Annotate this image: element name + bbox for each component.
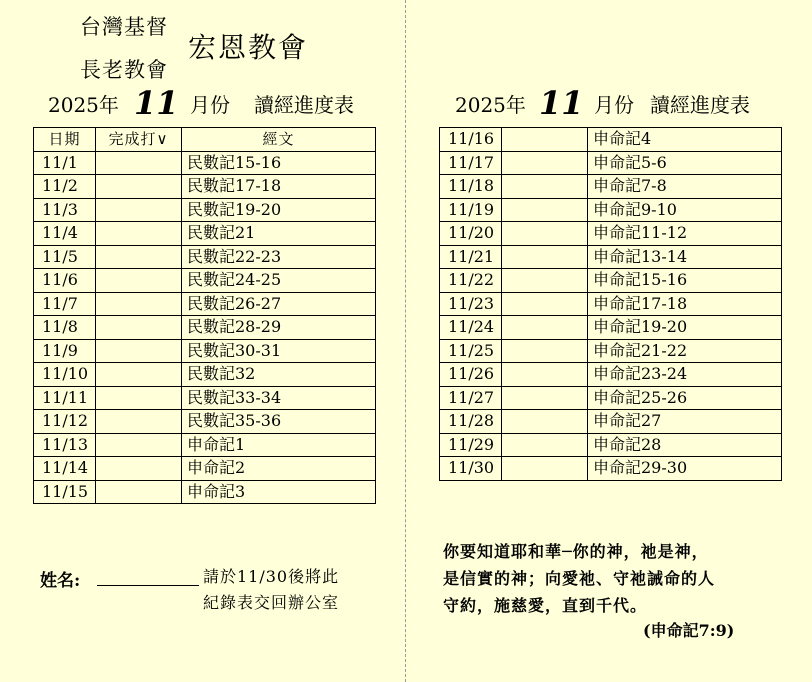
row-reading: 申命記4 (588, 128, 782, 152)
table-row (34, 363, 376, 387)
name-fill-line[interactable] (97, 585, 199, 586)
row-date: 11/25 (440, 339, 502, 363)
row-reading: 申命記11-12 (588, 222, 782, 246)
table-row (34, 339, 376, 363)
row-reading: 民數記19-20 (182, 198, 376, 222)
table-row (440, 175, 782, 199)
row-done-checkbox[interactable] (502, 457, 588, 481)
row-done-checkbox[interactable] (96, 292, 182, 316)
row-reading: 申命記1 (182, 433, 376, 457)
row-done-checkbox[interactable] (502, 386, 588, 410)
row-date: 11/24 (440, 316, 502, 340)
row-date: 11/7 (34, 292, 96, 316)
table-row (440, 198, 782, 222)
column-header-scripture: 經文 (182, 128, 376, 152)
row-done-checkbox[interactable] (502, 245, 588, 269)
verse-line-2: 是信實的神；向愛祂、守祂誡命的人 (443, 569, 716, 588)
row-done-checkbox[interactable] (96, 198, 182, 222)
row-done-checkbox[interactable] (96, 175, 182, 199)
row-date: 11/30 (440, 457, 502, 481)
row-done-checkbox[interactable] (502, 269, 588, 293)
schedule-title-text: 讀經進度表 (254, 93, 354, 117)
schedule-title-left (48, 84, 368, 122)
row-done-checkbox[interactable] (502, 433, 588, 457)
table-row (440, 339, 782, 363)
row-done-checkbox[interactable] (96, 151, 182, 175)
row-date: 11/3 (34, 198, 96, 222)
row-date: 11/15 (34, 480, 96, 504)
schedule-month-suffix: 月份 (190, 93, 230, 117)
row-reading: 申命記27 (588, 410, 782, 434)
row-date: 11/6 (34, 269, 96, 293)
row-date: 11/10 (34, 363, 96, 387)
row-reading: 申命記5-6 (588, 151, 782, 175)
row-date: 11/26 (440, 363, 502, 387)
row-reading: 申命記7-8 (588, 175, 782, 199)
row-reading: 民數記21 (182, 222, 376, 246)
row-done-checkbox[interactable] (502, 175, 588, 199)
table-row (34, 292, 376, 316)
row-reading: 申命記9-10 (588, 198, 782, 222)
table-row (440, 151, 782, 175)
verse-line-3: 守約，施慈愛，直到千代。 (443, 596, 648, 615)
row-done-checkbox[interactable] (96, 245, 182, 269)
schedule-year: 2025年 (48, 93, 119, 117)
row-reading: 民數記17-18 (182, 175, 376, 199)
row-done-checkbox[interactable] (96, 339, 182, 363)
row-reading: 民數記35-36 (182, 410, 376, 434)
row-done-checkbox[interactable] (96, 457, 182, 481)
row-reading: 民數記22-23 (182, 245, 376, 269)
reading-table-right (439, 127, 782, 481)
table-row (440, 316, 782, 340)
row-reading: 申命記29-30 (588, 457, 782, 481)
table-row (440, 269, 782, 293)
schedule-month: 11 (539, 84, 584, 122)
row-reading: 民數記26-27 (182, 292, 376, 316)
verse-line-1: 你要知道耶和華─你的神，祂是神， (443, 542, 709, 561)
row-date: 11/20 (440, 222, 502, 246)
row-reading: 申命記28 (588, 433, 782, 457)
row-done-checkbox[interactable] (96, 410, 182, 434)
row-reading: 申命記17-18 (588, 292, 782, 316)
table-row (34, 386, 376, 410)
schedule-title-text: 讀經進度表 (650, 93, 750, 117)
row-done-checkbox[interactable] (502, 128, 588, 152)
name-label: 姓名: (40, 571, 81, 591)
row-done-checkbox[interactable] (96, 433, 182, 457)
table-row (34, 175, 376, 199)
row-reading: 申命記3 (182, 480, 376, 504)
return-instruction-line-2: 紀錄表交回辦公室 (203, 593, 340, 612)
row-date: 11/11 (34, 386, 96, 410)
row-done-checkbox[interactable] (502, 222, 588, 246)
row-reading: 民數記24-25 (182, 269, 376, 293)
row-date: 11/2 (34, 175, 96, 199)
row-date: 11/12 (34, 410, 96, 434)
row-reading: 申命記23-24 (588, 363, 782, 387)
row-done-checkbox[interactable] (96, 222, 182, 246)
schedule-year: 2025年 (455, 93, 526, 117)
row-date: 11/28 (440, 410, 502, 434)
row-reading: 申命記21-22 (588, 339, 782, 363)
verse-reference: (申命記7:9) (643, 621, 735, 640)
table-row (440, 292, 782, 316)
row-date: 11/17 (440, 151, 502, 175)
schedule-title-right (455, 84, 775, 122)
reading-table-left (33, 127, 376, 504)
row-done-checkbox[interactable] (96, 269, 182, 293)
row-date: 11/8 (34, 316, 96, 340)
row-date: 11/27 (440, 386, 502, 410)
schedule-month-suffix: 月份 (594, 93, 634, 117)
row-reading: 申命記19-20 (588, 316, 782, 340)
table-row (440, 363, 782, 387)
table-row (34, 410, 376, 434)
row-date: 11/21 (440, 245, 502, 269)
church-name: 宏恩教會 (188, 31, 309, 64)
table-row (440, 245, 782, 269)
table-row (34, 433, 376, 457)
row-reading: 民數記30-31 (182, 339, 376, 363)
row-reading: 申命記13-14 (588, 245, 782, 269)
row-date: 11/1 (34, 151, 96, 175)
return-instruction-line-1: 請於11/30後將此 (203, 567, 340, 586)
table-row (34, 198, 376, 222)
row-date: 11/19 (440, 198, 502, 222)
table-row (440, 433, 782, 457)
row-date: 11/29 (440, 433, 502, 457)
table-row (34, 222, 376, 246)
fold-divider (405, 0, 406, 682)
row-done-checkbox[interactable] (502, 410, 588, 434)
table-row (34, 245, 376, 269)
row-done-checkbox[interactable] (96, 480, 182, 504)
table-row (34, 269, 376, 293)
row-done-checkbox[interactable] (96, 386, 182, 410)
row-date: 11/23 (440, 292, 502, 316)
row-done-checkbox[interactable] (502, 292, 588, 316)
table-row (440, 457, 782, 481)
row-date: 11/22 (440, 269, 502, 293)
row-date: 11/14 (34, 457, 96, 481)
row-done-checkbox[interactable] (502, 316, 588, 340)
row-reading: 申命記25-26 (588, 386, 782, 410)
column-header-date: 日期 (34, 128, 96, 152)
church-denomination-line-1: 台灣基督 (80, 15, 168, 39)
table-header-row (34, 128, 376, 152)
row-date: 11/9 (34, 339, 96, 363)
row-done-checkbox[interactable] (502, 339, 588, 363)
table-row (34, 316, 376, 340)
table-row (440, 128, 782, 152)
row-done-checkbox[interactable] (502, 151, 588, 175)
table-row (440, 222, 782, 246)
row-done-checkbox[interactable] (96, 316, 182, 340)
church-denomination-line-2: 長老教會 (80, 58, 168, 82)
table-row (34, 480, 376, 504)
table-row (34, 457, 376, 481)
row-date: 11/5 (34, 245, 96, 269)
table-row (440, 386, 782, 410)
return-instruction (203, 564, 339, 616)
row-date: 11/18 (440, 175, 502, 199)
bible-verse (443, 538, 715, 619)
row-done-checkbox[interactable] (502, 363, 588, 387)
table-row (34, 151, 376, 175)
row-done-checkbox[interactable] (502, 198, 588, 222)
row-reading: 民數記33-34 (182, 386, 376, 410)
row-date: 11/16 (440, 128, 502, 152)
row-done-checkbox[interactable] (96, 363, 182, 387)
table-row (440, 410, 782, 434)
row-reading: 申命記2 (182, 457, 376, 481)
row-date: 11/13 (34, 433, 96, 457)
row-reading: 申命記15-16 (588, 269, 782, 293)
row-reading: 民數記32 (182, 363, 376, 387)
schedule-month: 11 (134, 84, 179, 122)
row-date: 11/4 (34, 222, 96, 246)
row-reading: 民數記15-16 (182, 151, 376, 175)
row-reading: 民數記28-29 (182, 316, 376, 340)
column-header-done: 完成打∨ (96, 128, 182, 152)
